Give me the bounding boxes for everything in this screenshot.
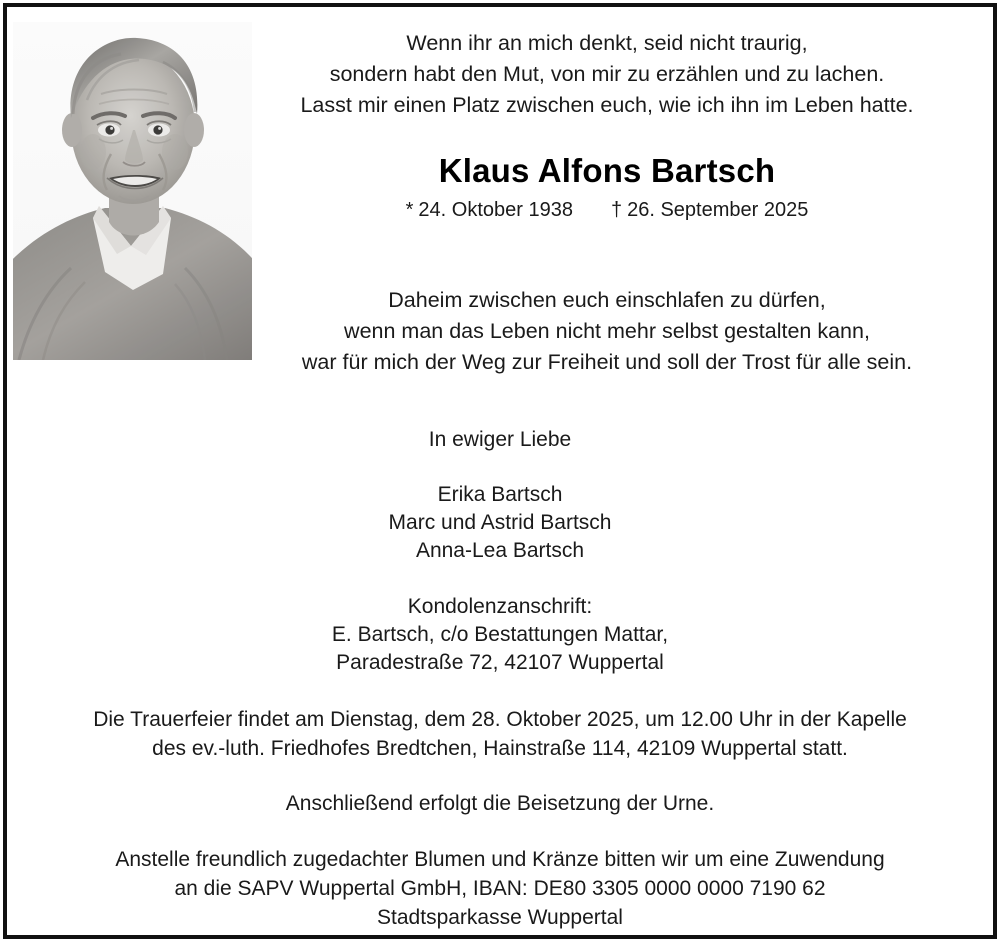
eternal-love-text: In ewiger Liebe <box>428 428 572 451</box>
survivors-list <box>20 481 980 565</box>
survivor-name-1: Erika Bartsch <box>437 483 563 506</box>
opening-verse-line-3: Lasst mir einen Platz zwischen euch, wie ich ihn im Leben hatte. <box>300 93 914 117</box>
survivor-name-2: Marc und Astrid Bartsch <box>388 511 612 534</box>
life-dates <box>262 199 952 222</box>
deceased-name: Klaus Alfons Bartsch <box>438 152 776 189</box>
condolence-line-2: Paradestraße 72, 42107 Wuppertal <box>336 651 664 674</box>
birth-date-group <box>406 199 573 221</box>
condolence-heading: Kondolenzanschrift: <box>407 595 593 618</box>
portrait-photo <box>13 22 252 360</box>
second-verse-line-3: war für mich der Weg zur Freiheit und soll der Trost für alle sein. <box>301 350 913 374</box>
urn-interment-note: Anschließend erfolgt die Beisetzung der Urne. <box>285 792 715 815</box>
death-date: 26. September 2025 <box>627 199 809 221</box>
opening-verse-line-2: sondern habt den Mut, von mir zu erzählen und zu lachen. <box>329 62 885 86</box>
condolence-line-1: E. Bartsch, c/o Bestattungen Mattar, <box>331 623 669 646</box>
second-verse-line-1: Daheim zwischen euch einschlafen zu dürfen, <box>388 288 826 312</box>
donation-line-1: Anstelle freundlich zugedachter Blumen und Kränze bitten wir um eine Zuwendung <box>115 848 885 871</box>
birth-star-icon: * <box>405 199 414 221</box>
condolence-address <box>20 593 980 677</box>
donation-iban-line: an die SAPV Wuppertal GmbH, IBAN: DE80 3305 0000 0000 7190 62 <box>174 877 826 900</box>
death-cross-icon: † <box>610 199 623 221</box>
service-line-1: Die Trauerfeier findet am Dienstag, dem 28. Oktober 2025, um 12.00 Uhr in der Kapelle <box>93 708 907 731</box>
funeral-service-details <box>20 705 980 763</box>
second-verse-line-2: wenn man das Leben nicht mehr selbst gestalten kann, <box>344 319 870 343</box>
death-date-group <box>611 199 808 221</box>
opening-verse-line-1: Wenn ihr an mich denkt, seid nicht traurig, <box>406 31 808 55</box>
donation-bank-name: Stadtsparkasse Wuppertal <box>377 906 623 929</box>
survivor-name-3: Anna-Lea Bartsch <box>415 539 585 562</box>
second-verse <box>262 285 952 378</box>
opening-verse <box>262 28 952 121</box>
birth-date: 24. Oktober 1938 <box>418 199 573 221</box>
donation-request <box>20 845 980 932</box>
service-line-2: des ev.-luth. Friedhofes Bredtchen, Hainstraße 114, 42109 Wuppertal statt. <box>152 737 848 760</box>
